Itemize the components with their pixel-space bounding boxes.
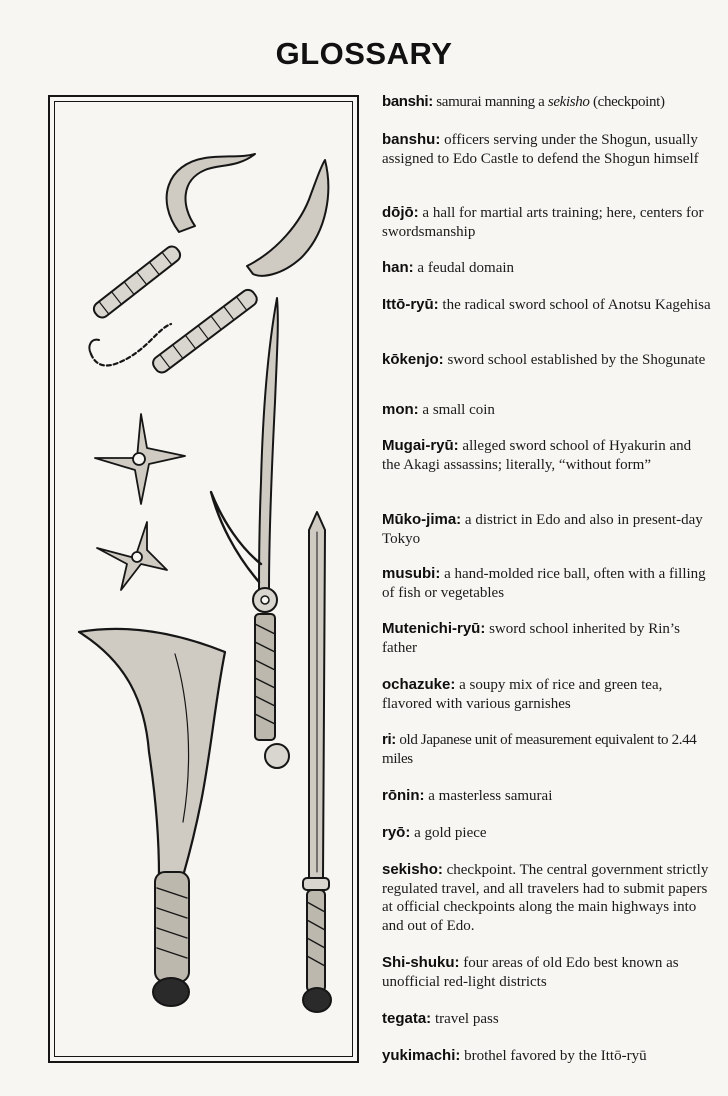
glossary-entry-han <box>382 259 712 278</box>
glossary-term: yukimachi: <box>382 1047 461 1064</box>
glossary-definition: samurai manning a <box>432 94 548 110</box>
glossary-term: mon: <box>382 401 419 418</box>
glossary-definition: checkpoint. The central government strictly regulated travel, and all travelers had to submit papers at official checkpoints along the main highways into and out of Edo. <box>382 862 709 934</box>
glossary-term: Ittō-ryū: <box>382 296 439 313</box>
glossary-definition: (checkpoint) <box>589 94 665 110</box>
glossary-entry-ryo <box>382 824 712 843</box>
glossary-term: dōjō: <box>382 204 419 221</box>
kusarigama-icon <box>89 154 328 375</box>
glossary-term: ri: <box>382 731 396 748</box>
glossary-definition-italic: sekisho <box>547 94 590 110</box>
glossary-definition: sword school inherited by Rin’s father <box>382 621 680 656</box>
glossary-term: Mutenichi-ryū: <box>382 620 486 637</box>
glossary-term: han: <box>382 259 414 276</box>
glossary-definition: a masterless samurai <box>424 788 553 804</box>
glossary-entry-mon <box>382 401 712 420</box>
glossary-entry-tegata <box>382 1010 712 1029</box>
glossary-term: banshu: <box>382 131 441 148</box>
sword-icon <box>303 512 331 1012</box>
glossary-definition: officers serving under the Shogun, usually assigned to Edo Castle to defend the Shogun himself <box>382 132 699 167</box>
glossary-term: Shi-shuku: <box>382 954 460 971</box>
glossary-entry-ronin <box>382 787 712 806</box>
weapons-drawing <box>55 102 353 1057</box>
glossary-term: Mugai-ryū: <box>382 437 459 454</box>
glossary-entry-mutenichi-ryu <box>382 620 712 657</box>
glossary-entry-shi-shuku <box>382 954 712 991</box>
glossary-term: musubi: <box>382 565 441 582</box>
sai-spear-icon <box>211 298 289 768</box>
glossary-definition: alleged sword school of Hyakurin and the Akagi assassins; literally, “without form” <box>382 438 692 473</box>
glossary-entry-yukimachi <box>382 1047 712 1066</box>
glossary-entry-ri <box>382 731 712 768</box>
glossary-entry-dojo <box>382 204 712 241</box>
glossary-definition: old Japanese unit of measurement equivalent to 2.44 miles <box>382 732 697 767</box>
glossary-term: ochazuke: <box>382 676 456 693</box>
glossary-entry-kokenjo <box>382 351 712 370</box>
glossary-entry-sekisho <box>382 861 712 935</box>
glossary-entry-banshi <box>382 93 712 112</box>
glossary-term: ryō: <box>382 824 411 841</box>
glossary-entry-muko-jima <box>382 511 712 548</box>
glossary-definition: brothel favored by the Ittō-ryū <box>460 1048 647 1064</box>
glossary-definition: a gold piece <box>410 825 487 841</box>
glossary-definition: a hand-molded rice ball, often with a filling of fish or vegetables <box>382 566 706 601</box>
glossary-term: tegata: <box>382 1010 432 1027</box>
glossary-definition: a feudal domain <box>413 260 515 276</box>
glossary-definition: travel pass <box>431 1011 499 1027</box>
illustration-frame <box>48 95 359 1063</box>
glossary-term: Mūko-jima: <box>382 511 462 528</box>
weapons-illustration <box>54 101 353 1057</box>
glossary-entry-banshu <box>382 131 712 168</box>
glossary-entry-musubi <box>382 565 712 602</box>
glossary-entry-mugai-ryu <box>382 437 712 474</box>
glossary-definition: four areas of old Edo best known as unofficial red-light districts <box>382 955 679 990</box>
shuriken-icon <box>95 414 185 590</box>
glossary-definition: a district in Edo and also in present-day Tokyo <box>382 512 703 547</box>
glossary-definition: the radical sword school of Anotsu Kagehisa <box>438 297 711 313</box>
glossary-definition: sword school established by the Shogunate <box>443 352 706 368</box>
sickle-blade-icon <box>79 629 225 1006</box>
page-title: GLOSSARY <box>275 36 453 71</box>
glossary-entry-ochazuke <box>382 676 712 713</box>
glossary-definition: a small coin <box>418 402 495 418</box>
glossary-term: banshi: <box>382 93 433 110</box>
glossary-definition: a soupy mix of rice and green tea, flavored with various garnishes <box>382 677 663 712</box>
glossary-entry-itto-ryu <box>382 296 712 315</box>
glossary-term: sekisho: <box>382 861 443 878</box>
glossary-definition: a hall for martial arts training; here, centers for swordsmanship <box>382 205 704 240</box>
glossary-term: kōkenjo: <box>382 351 444 368</box>
glossary-term: rōnin: <box>382 787 425 804</box>
